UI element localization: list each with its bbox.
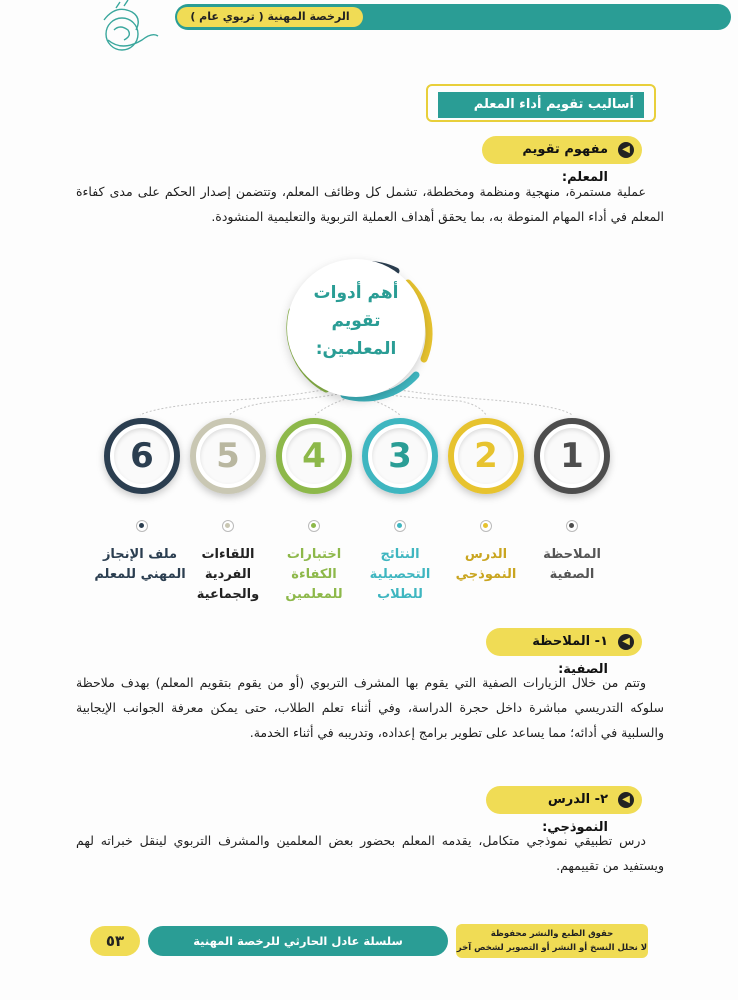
label-5-line3: والجماعية	[196, 587, 260, 602]
number-circle-6	[104, 418, 180, 494]
number-2: 2	[458, 428, 514, 484]
number-circle-3	[362, 418, 438, 494]
model-lesson-heading-text: ٢- الدرس النموذجي:	[542, 792, 608, 835]
label-2-line2: النموذجي	[455, 567, 517, 582]
label-1-line2: الصفية	[549, 567, 595, 582]
section-title: أساليب تقويم أداء المعلم	[438, 92, 644, 118]
center-title	[296, 279, 416, 363]
tools-diagram	[0, 255, 738, 625]
page-number: ٥٣	[90, 926, 140, 956]
dot-2	[480, 520, 492, 532]
dot-6	[136, 520, 148, 532]
copyright-line1: حقوق الطبع والنشر محفوظة	[490, 929, 614, 939]
label-6-line1: ملف الإنجاز	[102, 547, 178, 562]
center-title-line1: أهم أدوات	[313, 283, 399, 303]
label-5-line1: اللقاءات	[201, 547, 255, 562]
label-2-line1: الدرس	[464, 547, 508, 562]
label-3	[352, 545, 448, 605]
label-4-line3: للمعلمين	[285, 587, 343, 602]
calligraphy-logo-icon	[86, 0, 164, 56]
label-1	[524, 545, 620, 585]
dot-4	[308, 520, 320, 532]
connector-5	[229, 393, 345, 415]
arrow-bullet-icon: ◀	[618, 634, 634, 650]
concept-heading-text: مفهوم تقويم المعلم:	[522, 142, 608, 185]
label-4-line1: اختبارات	[286, 547, 342, 562]
observation-paragraph: وتتم من خلال الزيارات الصفية التي يقوم بها المشرف التربوي (أو من يقوم بتقويم المعلم) بهدف ملاحظة سلوكه التدريسي مباشرة داخل حجرة الدراسة، وفي أثناء تعلم الطلاب، حتى يمكن معرفة الجوانب الإيجابية والسلبية في أدائه؛ مما يساعد على تطوير برامج إعداده، وتدريبه في أثناء الخدمة.	[76, 675, 664, 740]
label-2	[438, 545, 534, 585]
number-circle-2	[448, 418, 524, 494]
label-5	[180, 545, 276, 605]
dot-1	[566, 520, 578, 532]
series-title: سلسلة عادل الحارثي للرخصة المهنية	[148, 926, 448, 956]
number-6: 6	[114, 428, 170, 484]
number-circle-1	[534, 418, 610, 494]
copyright-notice	[456, 924, 648, 958]
connector-1	[380, 387, 572, 415]
label-1-line1: الملاحظة	[543, 547, 601, 562]
model-lesson-heading	[486, 786, 642, 835]
arrow-bullet-icon: ◀	[618, 142, 634, 158]
label-3-line1: النتائج	[380, 547, 420, 562]
label-4-line2: الكفاءة	[291, 567, 337, 582]
label-3-line3: للطلاب	[377, 587, 423, 602]
label-4	[266, 545, 362, 605]
dot-3	[394, 520, 406, 532]
concept-paragraph: عملية مستمرة، منهجية ومنظمة ومخططة، تشمل كل وظائف المعلم، وتتضمن إصدار الحكم على مدى كفاءة المعلم في أداء المهام المنوطة به، بما يحقق أهداف العملية التربوية والتعليمية المنشودة.	[76, 184, 664, 224]
model-lesson-paragraph: درس تطبيقي نموذجي متكامل، يقدمه المعلم بحضور بعض المعلمين والمشرف التربوي لينقل خبراته لهم ويستفيد من تقييمهم.	[76, 833, 664, 873]
number-3: 3	[372, 428, 428, 484]
number-circle-4	[276, 418, 352, 494]
concept-heading	[482, 136, 642, 185]
header-title: الرخصة المهنية ( تربوي عام )	[177, 7, 363, 27]
label-3-line2: التحصيلية	[369, 567, 431, 582]
observation-heading	[486, 628, 642, 677]
center-title-line2: تقويم	[331, 311, 381, 331]
observation-heading-text: ١- الملاحظة الصفية:	[532, 634, 608, 677]
label-5-line2: الفردية	[204, 567, 252, 582]
number-4: 4	[286, 428, 342, 484]
connector-6	[140, 387, 338, 415]
center-title-line3: المعلمين:	[315, 339, 397, 359]
arrow-bullet-icon: ◀	[618, 792, 634, 808]
copyright-line2: لا نحلل النسخ أو النشر أو التصوير لشخص آخر	[456, 943, 648, 953]
number-5: 5	[200, 428, 256, 484]
dot-5	[222, 520, 234, 532]
label-6-line2: المهني للمعلم	[94, 567, 186, 582]
number-circle-5	[190, 418, 266, 494]
number-1: 1	[544, 428, 600, 484]
connector-4	[315, 397, 352, 415]
label-6	[88, 545, 192, 585]
